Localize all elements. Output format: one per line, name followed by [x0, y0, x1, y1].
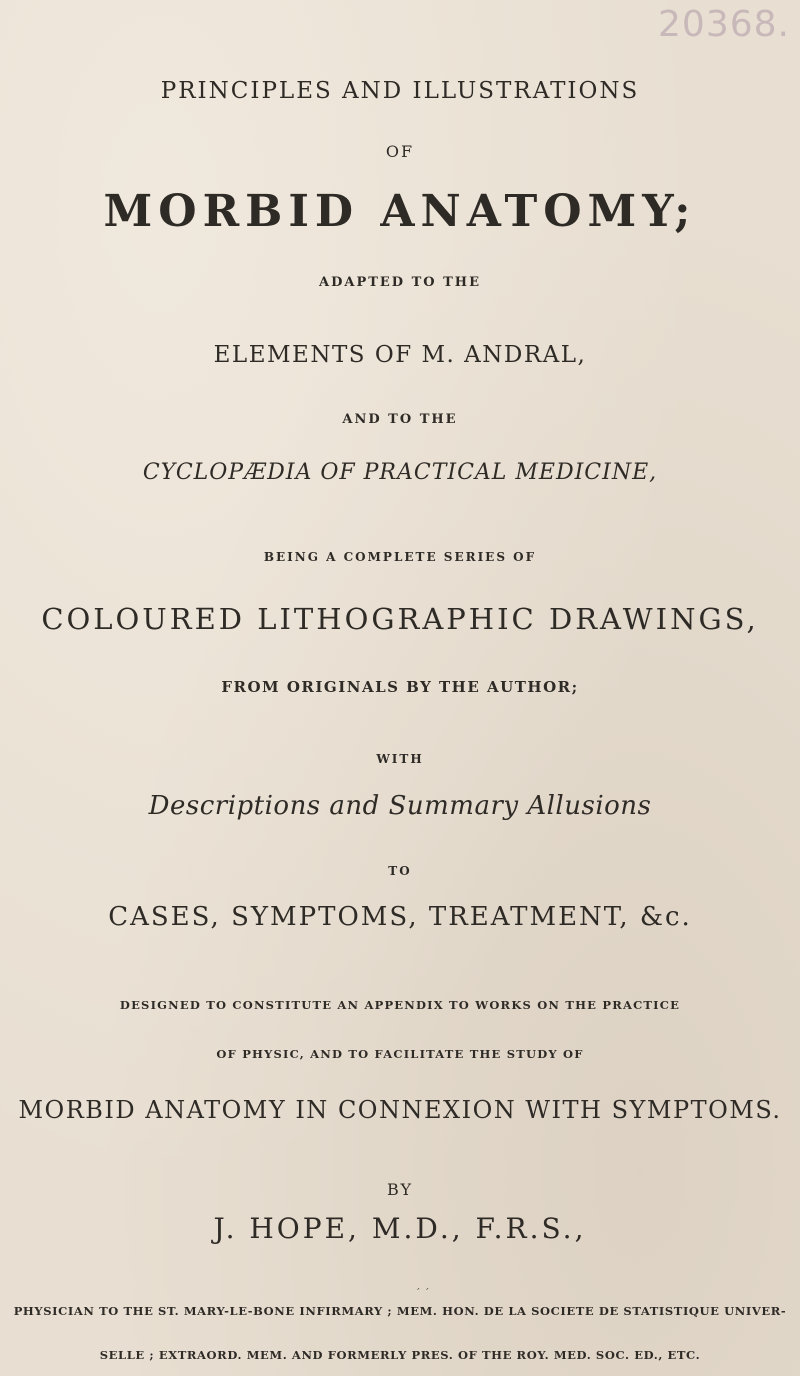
purpose-line-of-physic: OF PHYSIC, AND TO FACILITATE THE STUDY OF — [216, 1047, 584, 1061]
purpose-line-designed: DESIGNED TO CONSTITUTE AN APPENDIX TO WORKS ON THE PRACTICE — [119, 998, 681, 1012]
author-name: J. HOPE, M.D., F.R.S., — [213, 1212, 587, 1245]
purpose-line-morbid-anatomy: MORBID ANATOMY IN CONNEXION WITH SYMPTOMS. — [18, 1096, 782, 1124]
series-line-to: TO — [388, 864, 412, 878]
series-line-descriptions: Descriptions and Summary Allusions — [148, 791, 652, 821]
accent-marks: ´ ´ — [415, 1287, 430, 1300]
series-line-cases: CASES, SYMPTOMS, TREATMENT, &c. — [108, 902, 692, 932]
series-line-with: WITH — [376, 752, 424, 766]
title-line-cyclopaedia: CYCLOPÆDIA OF PRACTICAL MEDICINE, — [142, 460, 658, 485]
author-by: BY — [386, 1180, 414, 1199]
series-line-being: BEING A COMPLETE SERIES OF — [263, 550, 537, 564]
title-line-of: OF — [385, 142, 415, 161]
series-line-coloured: COLOURED LITHOGRAPHIC DRAWINGS, — [41, 602, 759, 636]
author-credentials-line1: PHYSICIAN TO THE ST. MARY-LE-BONE INFIRMARY ; MEM. HON. DE LA SOCIETE DE STATISTIQUE UNIVER- — [13, 1304, 787, 1318]
title-line-principles: PRINCIPLES AND ILLUSTRATIONS — [160, 78, 640, 104]
title-line-and-to-the: AND TO THE — [342, 412, 458, 427]
main-title: MORBID ANATOMY; — [103, 186, 697, 237]
title-line-adapted: ADAPTED TO THE — [319, 275, 481, 290]
pencil-inventory-mark: 20368. — [658, 4, 790, 45]
series-line-from-originals: FROM ORIGINALS BY THE AUTHOR; — [221, 678, 579, 696]
title-line-elements: ELEMENTS OF M. ANDRAL, — [213, 342, 587, 368]
author-credentials-line2: SELLE ; EXTRAORD. MEM. AND FORMERLY PRES. OF THE ROY. MED. SOC. ED., ETC. — [99, 1348, 701, 1362]
